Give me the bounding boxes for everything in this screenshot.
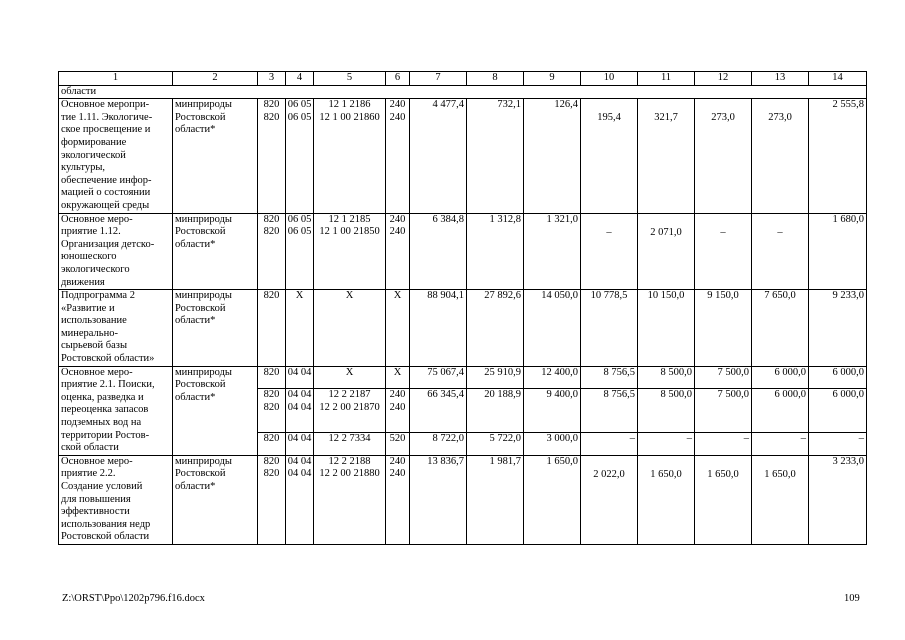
amount-c7: 4 477,4 [410, 99, 467, 213]
program-name-line: окружающей среды [61, 199, 150, 211]
amount-c10: 8 756,5 [581, 389, 638, 433]
amount-c12: – [695, 433, 752, 456]
executor-line: Ростовской [175, 379, 226, 391]
rzpr-code: Х [286, 290, 314, 367]
grbs-code-line: 820 [263, 111, 280, 123]
program-name-line: подземных вод на [61, 417, 142, 429]
amount-c7: 66 345,4 [410, 389, 467, 433]
program-name-line: экологической [61, 149, 126, 161]
table-row [59, 99, 867, 213]
header-cell: 6 [386, 72, 410, 86]
rzpr-code-line: 04 04 [287, 455, 312, 467]
rzpr-code-line: 06 05 [287, 213, 312, 225]
csr-code-line: 12 2 00 21870 [319, 401, 380, 413]
table-row [59, 366, 867, 389]
rzpr-code-line: 06 05 [287, 226, 312, 238]
vr-code-line: 240 [389, 401, 406, 413]
csr-code-line: 12 1 00 21860 [319, 111, 380, 123]
amount-c9: 1 650,0 [524, 455, 581, 544]
grbs-code [258, 99, 286, 213]
executor-line: области* [175, 481, 216, 492]
rzpr-code-line: 06 05 [287, 99, 312, 111]
grbs-code: 820 [258, 290, 286, 367]
amount-c8: 20 188,9 [467, 389, 524, 433]
amount-c14: 6 000,0 [809, 366, 867, 389]
csr-code [314, 389, 386, 433]
program-name [59, 455, 173, 544]
executor [173, 290, 258, 367]
program-name-line: ское просвещение и [61, 124, 151, 136]
vr-code-line: 240 [389, 389, 406, 401]
vr-code-line: 240 [389, 226, 406, 238]
amount-c14: 1 680,0 [809, 213, 867, 290]
amount-c8: 732,1 [467, 99, 524, 213]
program-name-line: использование [61, 315, 127, 327]
program-name [59, 290, 173, 367]
program-name-line: Ростовской области [61, 531, 150, 543]
vr-code [386, 213, 410, 290]
csr-code: Х [314, 366, 386, 389]
vr-code [386, 99, 410, 213]
table-row [59, 455, 867, 544]
program-name-line: приятие 1.12. [61, 226, 121, 238]
amount-c9: 3 000,0 [524, 433, 581, 456]
rzpr-code [286, 99, 314, 213]
program-name-line: сырьевой базы [61, 340, 127, 352]
executor [173, 366, 258, 455]
amount-c8: 5 722,0 [467, 433, 524, 456]
program-name-line: Основное меро- [61, 366, 133, 378]
csr-code-line: 12 2 00 21880 [319, 468, 380, 480]
rzpr-code [286, 389, 314, 433]
executor-line: Ростовской [175, 468, 226, 480]
header-cell: 14 [809, 72, 867, 86]
header-cell: 11 [638, 72, 695, 86]
rzpr-code-line: 04 04 [287, 401, 312, 413]
grbs-code-line: 820 [263, 455, 280, 467]
amount-c7: 8 722,0 [410, 433, 467, 456]
program-name-line: переоценка запасов [61, 404, 149, 416]
vr-code: Х [386, 366, 410, 389]
amount-c13: – [752, 433, 809, 456]
executor-line: области* [175, 238, 216, 250]
executor-line: минприроды [175, 366, 232, 378]
executor-line: Ростовской [175, 226, 226, 238]
amount-c10: – [581, 433, 638, 456]
rzpr-code: 04 04 [286, 366, 314, 389]
csr-code-line: 12 1 00 21850 [319, 226, 380, 238]
amount-c11: – [638, 433, 695, 456]
executor-line: минприроды [175, 99, 232, 111]
executor-line: минприроды [175, 290, 232, 302]
amount-c10: 195,4 [581, 99, 638, 213]
executor [173, 99, 258, 213]
amount-c12: – [695, 213, 752, 290]
amount-c11: 8 500,0 [638, 366, 695, 389]
program-name-line: «Развитие и [61, 302, 115, 314]
program-name-line: Организация детско- [61, 238, 155, 250]
amount-c12: 7 500,0 [695, 389, 752, 433]
amount-c9: 14 050,0 [524, 290, 581, 367]
amount-c14: 3 233,0 [809, 455, 867, 544]
program-name-line: Основное меро- [61, 213, 133, 225]
header-cell: 8 [467, 72, 524, 86]
table-row [59, 290, 867, 367]
rzpr-code: 04 04 [286, 433, 314, 456]
amount-c10: – [581, 213, 638, 290]
executor-line: минприроды [175, 213, 232, 225]
table-row [59, 213, 867, 290]
vr-code: Х [386, 290, 410, 367]
amount-c14: 9 233,0 [809, 290, 867, 367]
grbs-code-line: 820 [263, 226, 280, 238]
grbs-code: 820 [258, 433, 286, 456]
csr-code [314, 455, 386, 544]
amount-c13: 273,0 [752, 99, 809, 213]
executor-line: области* [175, 124, 216, 136]
amount-c14: – [809, 433, 867, 456]
amount-c13: 1 650,0 [752, 455, 809, 544]
grbs-code-line: 820 [263, 401, 280, 413]
vr-code: 520 [386, 433, 410, 456]
executor-line: области* [175, 315, 216, 327]
page-number: 109 [844, 593, 860, 604]
rzpr-code [286, 213, 314, 290]
header-cell: 2 [173, 72, 258, 86]
budget-table [58, 71, 867, 545]
program-name-line: территории Ростов- [61, 429, 150, 441]
grbs-code [258, 389, 286, 433]
program-name-line: юношеского [61, 251, 117, 263]
header-cell: 3 [258, 72, 286, 86]
grbs-code [258, 455, 286, 544]
header-row [59, 72, 867, 86]
rzpr-code [286, 455, 314, 544]
grbs-code-line: 820 [263, 213, 280, 225]
amount-c12: 7 500,0 [695, 366, 752, 389]
grbs-code-line: 820 [263, 468, 280, 480]
amount-c11: 321,7 [638, 99, 695, 213]
executor-line: области* [175, 391, 216, 403]
header-cell: 5 [314, 72, 386, 86]
program-name-line: Основное меропри- [61, 99, 150, 111]
amount-c9: 126,4 [524, 99, 581, 213]
program-name-line: приятие 2.2. [61, 468, 116, 480]
rzpr-code-line: 04 04 [287, 468, 312, 480]
amount-c12: 1 650,0 [695, 455, 752, 544]
program-name-line: культуры, [61, 162, 105, 174]
csr-code-line: 12 2 2187 [328, 389, 371, 401]
grbs-code: 820 [258, 366, 286, 389]
program-name-line: использования недр [61, 518, 151, 530]
amount-c7: 13 836,7 [410, 455, 467, 544]
rzpr-code-line: 06 05 [287, 111, 312, 123]
amount-c8: 27 892,6 [467, 290, 524, 367]
amount-c14: 2 555,8 [809, 99, 867, 213]
header-cell: 12 [695, 72, 752, 86]
csr-code: Х [314, 290, 386, 367]
footer-file-path: Z:\ORST\Ppo\1202p796.f16.docx [62, 593, 205, 604]
amount-c14: 6 000,0 [809, 389, 867, 433]
vr-code-line: 240 [389, 468, 406, 480]
amount-c9: 12 400,0 [524, 366, 581, 389]
table-body [59, 99, 867, 545]
program-name-line: ской области [61, 442, 119, 454]
program-name [59, 99, 173, 213]
program-name-line: экологического [61, 263, 130, 275]
grbs-code-line: 820 [263, 389, 280, 401]
program-name-line: минерально- [61, 327, 118, 339]
amount-c7: 6 384,8 [410, 213, 467, 290]
amount-c11: 10 150,0 [638, 290, 695, 367]
header-cell: 7 [410, 72, 467, 86]
amount-c12: 9 150,0 [695, 290, 752, 367]
amount-c10: 2 022,0 [581, 455, 638, 544]
header-cell: 10 [581, 72, 638, 86]
amount-c10: 10 778,5 [581, 290, 638, 367]
amount-c11: 2 071,0 [638, 213, 695, 290]
amount-c13: 6 000,0 [752, 389, 809, 433]
program-name-line: мацией о состоянии [61, 187, 151, 199]
program-name-line: Основное меро- [61, 455, 133, 467]
program-name [59, 366, 173, 455]
program-name [59, 213, 173, 290]
amount-c7: 88 904,1 [410, 290, 467, 367]
program-name-line: Ростовской области» [61, 353, 155, 365]
amount-c13: – [752, 213, 809, 290]
program-name-line: эффективности [61, 506, 130, 518]
csr-code-line: 12 2 2188 [328, 455, 371, 467]
vr-code-line: 240 [389, 455, 406, 467]
vr-code-line: 240 [389, 99, 406, 111]
vr-code [386, 389, 410, 433]
program-name-line: приятие 2.1. Поиски, [61, 379, 155, 391]
header-cell: 9 [524, 72, 581, 86]
program-name-line: Создание условий [61, 481, 143, 492]
executor [173, 213, 258, 290]
amount-c10: 8 756,5 [581, 366, 638, 389]
grbs-code-line: 820 [263, 99, 280, 111]
program-name-line: тие 1.11. Экологиче- [61, 111, 153, 123]
amount-c11: 1 650,0 [638, 455, 695, 544]
grbs-code [258, 213, 286, 290]
amount-c12: 273,0 [695, 99, 752, 213]
continuation-text: области [59, 85, 867, 99]
program-name-line: обеспечение инфор- [61, 174, 152, 186]
rzpr-code-line: 04 04 [287, 389, 312, 401]
amount-c9: 1 321,0 [524, 213, 581, 290]
vr-code-line: 240 [389, 111, 406, 123]
amount-c8: 25 910,9 [467, 366, 524, 389]
program-name-line: движения [61, 276, 105, 288]
executor [173, 455, 258, 544]
amount-c13: 7 650,0 [752, 290, 809, 367]
csr-code-line: 12 1 2185 [328, 213, 371, 225]
amount-c7: 75 067,4 [410, 366, 467, 389]
header-cell: 1 [59, 72, 173, 86]
program-name-line: Подпрограмма 2 [61, 290, 135, 302]
csr-code [314, 99, 386, 213]
header-cell: 4 [286, 72, 314, 86]
continuation-row [59, 85, 867, 99]
executor-line: минприроды [175, 455, 232, 467]
executor-line: Ростовской [175, 302, 226, 314]
program-name-line: оценка, разведка и [61, 391, 144, 403]
header-cell: 13 [752, 72, 809, 86]
amount-c8: 1 312,8 [467, 213, 524, 290]
program-name-line: для повышения [61, 493, 131, 505]
vr-code-line: 240 [389, 213, 406, 225]
amount-c11: 8 500,0 [638, 389, 695, 433]
csr-code-line: 12 1 2186 [328, 99, 371, 111]
csr-code [314, 213, 386, 290]
amount-c13: 6 000,0 [752, 366, 809, 389]
amount-c8: 1 981,7 [467, 455, 524, 544]
csr-code: 12 2 7334 [314, 433, 386, 456]
executor-line: Ростовской [175, 111, 226, 123]
vr-code [386, 455, 410, 544]
program-name-line: формирование [61, 136, 127, 148]
amount-c9: 9 400,0 [524, 389, 581, 433]
